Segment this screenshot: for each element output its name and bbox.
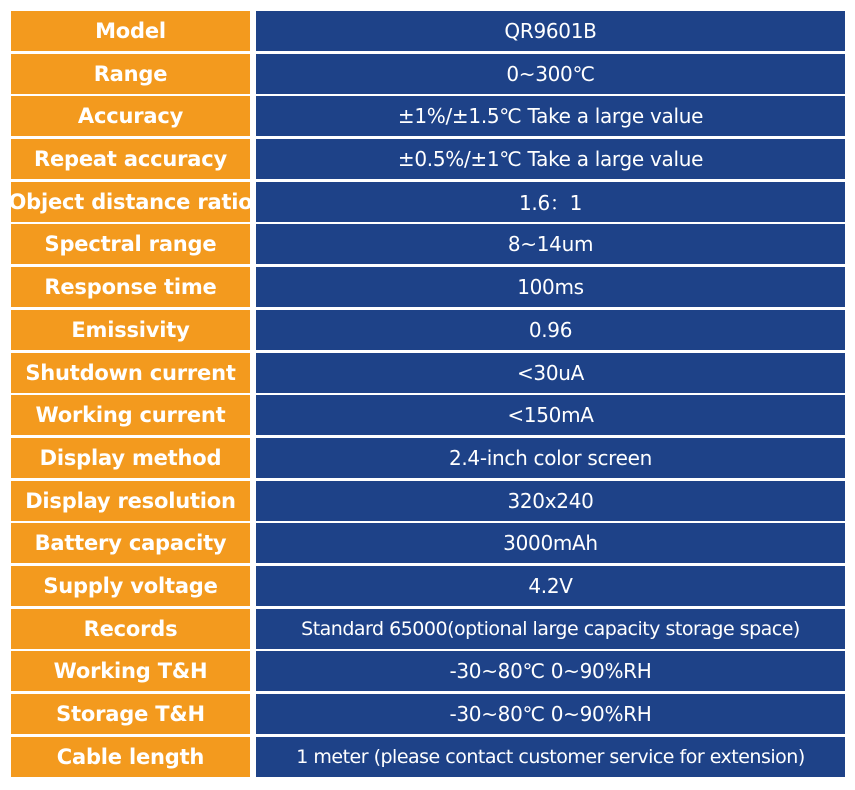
spec-row-working-th (11, 651, 845, 691)
spec-row-working-current (11, 395, 845, 435)
spec-value: 0~300℃ (256, 54, 845, 94)
spec-label: Accuracy (11, 96, 250, 136)
spec-value: 8~14um (256, 224, 845, 264)
spec-row-supply-voltage (11, 566, 845, 606)
spec-row-emissivity (11, 310, 845, 350)
spec-row-display-resolution (11, 481, 845, 521)
spec-value: 320x240 (256, 481, 845, 521)
spec-row-object-distance-ratio (8, 182, 845, 222)
spec-label: Repeat accuracy (11, 139, 250, 179)
spec-value: -30~80℃ 0~90%RH (256, 651, 845, 691)
spec-value: 2.4-inch color screen (256, 438, 845, 478)
spec-value: 1 meter (please contact customer service for extension) (256, 737, 845, 777)
spec-label: Working current (11, 395, 250, 435)
spec-value: 1.6：1 (256, 182, 845, 222)
spec-row-storage-th (11, 694, 845, 734)
spec-label: Storage T&H (11, 694, 250, 734)
spec-value: <30uA (256, 353, 845, 393)
spec-row-records (11, 609, 845, 649)
spec-row-model (11, 11, 845, 51)
spec-value: <150mA (256, 395, 845, 435)
spec-row-display-method (11, 438, 845, 478)
spec-row-battery-capacity (11, 523, 845, 563)
spec-row-response-time (11, 267, 845, 307)
spec-label: Records (11, 609, 250, 649)
spec-label: Supply voltage (11, 566, 250, 606)
spec-row-spectral-range (11, 224, 845, 264)
spec-label: Working T&H (11, 651, 250, 691)
spec-label: Spectral range (11, 224, 250, 264)
spec-label: Emissivity (11, 310, 250, 350)
spec-value: 0.96 (256, 310, 845, 350)
spec-label: Shutdown current (11, 353, 250, 393)
spec-value: QR9601B (256, 11, 845, 51)
spec-value: 100ms (256, 267, 845, 307)
spec-row-accuracy (11, 96, 845, 136)
spec-label: Display resolution (11, 481, 250, 521)
spec-label: Cable length (11, 737, 250, 777)
spec-row-shutdown-current (11, 353, 845, 393)
spec-label: Range (11, 54, 250, 94)
spec-label: Display method (11, 438, 250, 478)
spec-table (8, 11, 845, 779)
spec-label: Object distance ratio (11, 182, 250, 222)
spec-row-range (11, 54, 845, 94)
spec-row-cable-length (11, 737, 845, 777)
spec-value: ±0.5%/±1℃ Take a large value (256, 139, 845, 179)
spec-label: Response time (11, 267, 250, 307)
spec-value: ±1%/±1.5℃ Take a large value (256, 96, 845, 136)
spec-value: 3000mAh (256, 523, 845, 563)
spec-value: Standard 65000(optional large capacity storage space) (256, 609, 845, 649)
spec-label: Battery capacity (11, 523, 250, 563)
spec-value: 4.2V (256, 566, 845, 606)
spec-label: Model (11, 11, 250, 51)
spec-value: -30~80℃ 0~90%RH (256, 694, 845, 734)
spec-row-repeat-accuracy (11, 139, 845, 179)
